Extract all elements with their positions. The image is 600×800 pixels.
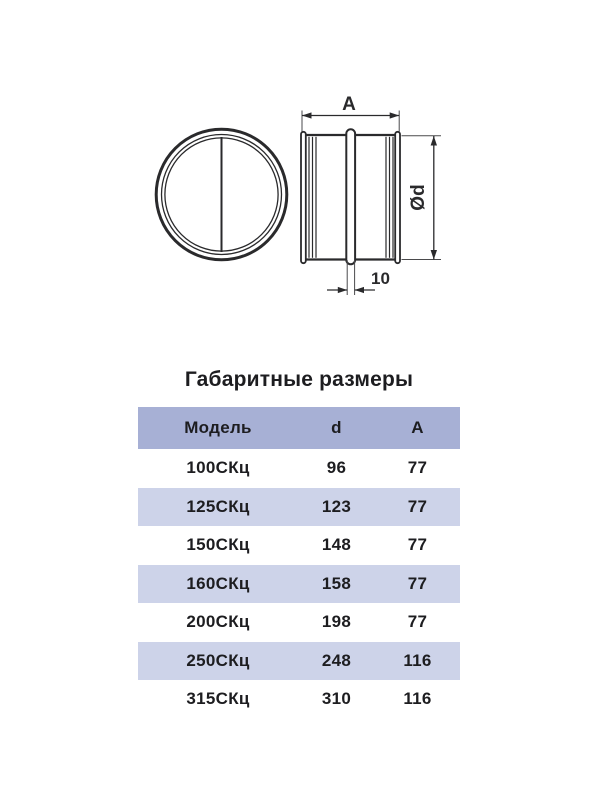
cell-d: 248	[321, 650, 352, 670]
cell-d: 148	[321, 535, 352, 555]
cell-d: 158	[321, 573, 352, 593]
right-lip	[395, 132, 400, 263]
cell-d: 123	[321, 496, 352, 516]
cell-a: 77	[407, 612, 428, 632]
table-body	[138, 449, 460, 719]
cell-model: 100СКц	[186, 458, 250, 478]
cell-a: 77	[407, 573, 428, 593]
side-view	[301, 129, 400, 264]
cell-a: 77	[407, 496, 428, 516]
cell-model: 150СКц	[186, 535, 250, 555]
table-header-cell-model: Модель	[184, 418, 252, 437]
left-lip	[301, 132, 306, 263]
table-row	[138, 526, 460, 565]
table-row	[138, 488, 460, 527]
cell-d: 198	[321, 612, 352, 632]
cell-a: 77	[407, 535, 428, 555]
cell-a: 116	[403, 689, 432, 709]
table-row	[138, 642, 460, 681]
cell-model: 315СКц	[186, 689, 250, 709]
left-crimp-lines	[309, 137, 316, 258]
dim-label-diameter: Ød	[408, 184, 429, 211]
cell-model: 125СКц	[186, 496, 250, 516]
section-title: Габаритные размеры	[184, 368, 414, 391]
dimensions-table	[138, 407, 460, 719]
cell-d: 96	[326, 458, 347, 478]
front-view	[156, 129, 287, 260]
table-row	[138, 565, 460, 604]
cell-model: 250СКц	[186, 650, 250, 670]
dimension-diameter	[402, 136, 442, 260]
table-row	[138, 449, 460, 488]
right-crimp-lines	[386, 137, 393, 258]
center-bead	[346, 129, 355, 264]
table-header-row	[138, 407, 460, 449]
dimension-width	[302, 94, 399, 132]
cell-d: 310	[321, 689, 352, 709]
dimension-drawing	[0, 0, 600, 330]
cell-model: 160СКц	[186, 573, 250, 593]
table-row	[138, 680, 460, 719]
table-header-cell-d: d	[331, 418, 342, 437]
cell-a: 116	[403, 650, 432, 670]
cell-a: 77	[407, 458, 428, 478]
dim-label-bead-width: 10	[371, 269, 390, 288]
table-header-cell-a: A	[411, 418, 424, 437]
cell-model: 200СКц	[186, 612, 250, 632]
dimension-bead-width	[327, 260, 390, 295]
table-row	[138, 603, 460, 642]
dim-label-width: A	[342, 94, 356, 115]
